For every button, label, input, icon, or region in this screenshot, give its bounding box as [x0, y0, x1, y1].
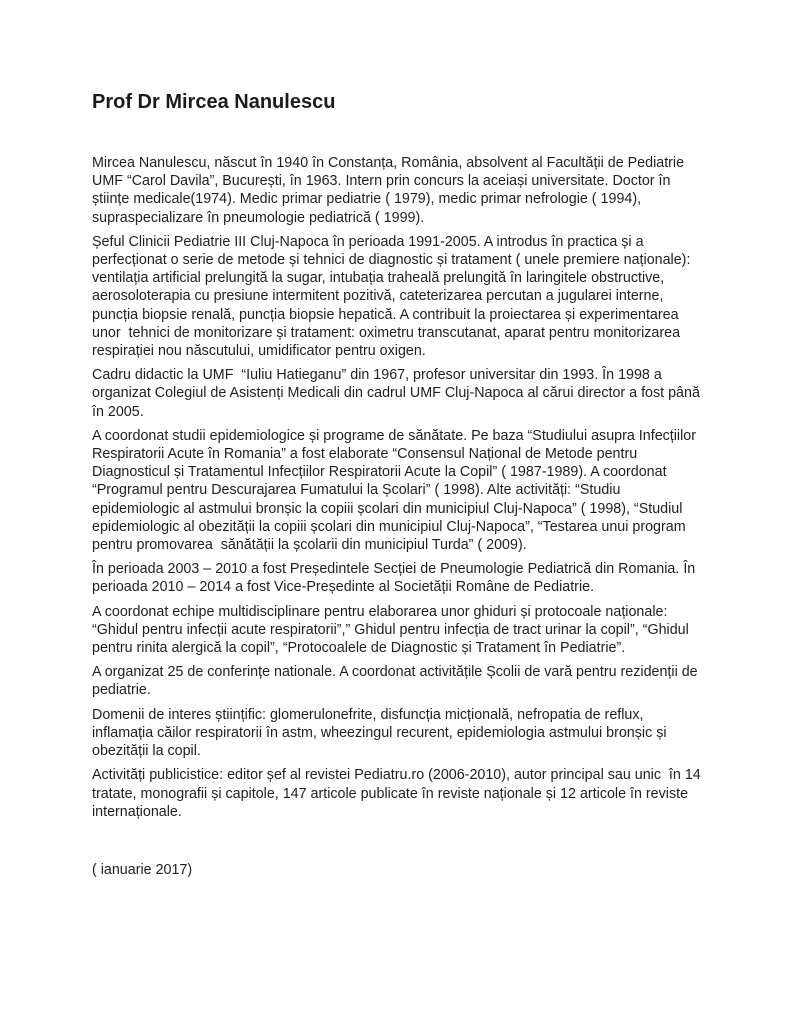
paragraph-birth-education: Mircea Nanulescu, născut în 1940 în Constanța, România, absolvent al Facultății de Pediatrie UMF “Carol Davila”, București, în 1963. Intern prin concurs la aceiași universitate. Doctor în științe medicale(1974). Medic primar pediatrie ( 1979), medic primar nefrologie ( 1994), supraspecializare în pneumologie pediatrică ( 1999). — [92, 155, 689, 226]
paragraph-epidemiology-programs: A coordonat studii epidemiologice și programe de sănătate. Pe baza “Studiului asupra Infecțiilor Respiratorii Acute în Romania” a fost elaborate “Consensul Național de Metode pentru Diagnosticul și Tratamentul Infecțiilor Respiratorii Acute la Copil” ( 1987-1989). A coordonat “Programul pentru Descurajarea Fumatului la Școlari” ( 1998). Alte activități: “Studiu epidemiologic al astmului bronșic la copiii școlari din municipiul Cluj-Napoca” ( 1998), “Studiul epidemiologic al obezității la copiii școlari din municipiul Cluj-Napoca”, “Testarea unui program pentru promovarea sănătății la școlarii din municipiul Turda” ( 2009). — [92, 427, 700, 554]
paragraph-research-interests: Domenii de interes științific: glomerulonefrite, disfuncția micțională, nefropatia de reflux, inflamația căilor respiratorii în astm, wheezingul recurent, epidemiologia astmului bronșic și obezității la copil. — [92, 706, 671, 760]
paragraph-society-leadership: În perioada 2003 – 2010 a fost Președintele Secției de Pneumologie Pediatrică din Romania. În perioada 2010 – 2014 a fost Vice-Președinte al Societății Române de Pediatrie. — [92, 561, 700, 596]
paragraph-publishing-activity: Activități publicistice: editor șef al revistei Pediatru.ro (2006-2010), autor principal sau unic în 14 tratate, monografii și capitole, 147 articole publicate în reviste naționale și 12 articole în reviste internaționale. — [92, 767, 705, 820]
paragraph-conferences-schools: A organizat 25 de conferințe nationale. A coordonat activitățile Școlii de vară pentru rezidenții de pediatrie. — [92, 664, 702, 699]
date-note: ( ianuarie 2017) — [92, 861, 193, 878]
paragraph-clinic-methods: Șeful Clinicii Pediatrie III Cluj-Napoca în perioada 1991-2005. A introdus în practica și a perfecționat o serie de metode și tehnici de diagnostic și tratament ( unele premiere naționale): ventilația artificial prelungită la sugar, intubația traheală prelungită în laringitele obstructive, aerosoloterapia cu presiune intermitent pozitivă, cateterizarea percutan a jugularei interne, puncția biopsie renală, puncția biopsie hepatică. A contribuit la proiectarea și experimentarea unor tehnici de monitorizare și tratament: oximetru transcutanat, aparat pentru monitorizarea respirației nou născutului, umidificator pentru oxigen. — [92, 233, 695, 360]
paragraph-teaching-career: Cadru didactic la UMF “Iuliu Hatieganu” din 1967, profesor universitar din 1993. În 1998 a organizat Colegiul de Asistenți Medicali din cadrul UMF Cluj-Napoca al cărui director a fost până în 2005. — [92, 367, 704, 420]
page-title: Prof Dr Mircea Nanulescu — [92, 91, 336, 113]
paragraph-national-guidelines: A coordonat echipe multidisciplinare pentru elaborarea unor ghiduri și protocoale naționale: “Ghidul pentru infecții acute respiratorii”,” Ghidul pentru infecția de tract urinar la copil”, “Ghidul pentru rinita alergică la copil”, “Protocoalele de Diagnostic și Tratament în Pediatrie”. — [92, 603, 693, 657]
